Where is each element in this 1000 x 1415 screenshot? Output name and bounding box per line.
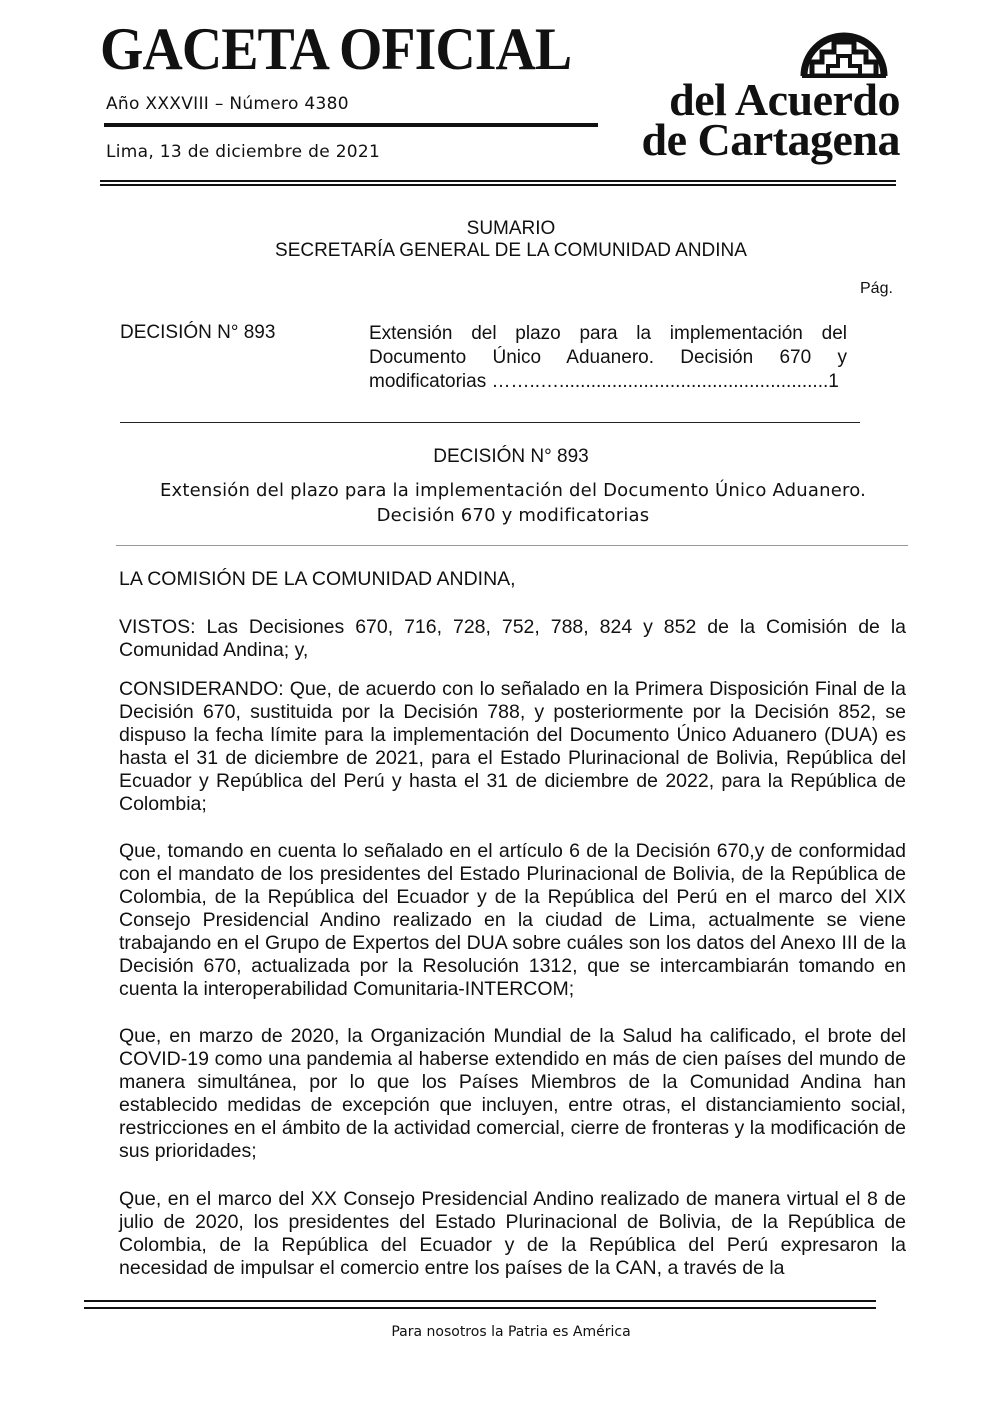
page-column-label: Pág. bbox=[860, 280, 893, 297]
gazette-subtitle bbox=[600, 74, 900, 165]
decision-subtitle-line2: Decisión 670 y modificatorias bbox=[376, 505, 650, 526]
body-paragraph: Que, en marzo de 2020, la Organización Mundial de la Salud ha calificado, el brote del COVID-19 como una pandemia al haberse extendido en más de cien países del mundo de manera simultánea, por lo que los Países Miembros de la Comunidad Andina han establecido medidas de excepción que incluyen, entre otras, el distanciamiento social, restricciones en el ámbito de la actividad comercial, cierre de fronteras y la modificación de sus prioridades; bbox=[119, 1025, 906, 1162]
body-paragraph: Que, tomando en cuenta lo señalado en el artículo 6 de la Decisión 670,y de conformidad con el mandato de los presidentes del Estado Plurinacional de Bolivia, de la República de Colombia, de la República del Ecuador y de la República del Perú en el marco del XIX Consejo Presidencial Andino realizado en la ciudad de Lima, actualmente se viene trabajando en el Grupo de Expertos del DUA sobre cuáles son los datos del Anexo III de la Decisión 670, actualizada por la Resolución 1312, que se intercambiarán tomando en cuenta la interoperabilidad Comunitaria-INTERCOM; bbox=[119, 840, 906, 1000]
decision-title: DECISIÓN N° 893 bbox=[433, 446, 589, 467]
issue-date: Lima, 13 de diciembre de 2021 bbox=[106, 142, 381, 162]
header-double-rule bbox=[100, 180, 896, 186]
sumario-entry-description: Extensión del plazo para la implementación del Documento Único Aduanero. Decisión 670 y modificatorias ……..…...................................................1 bbox=[369, 323, 847, 392]
masthead-rule bbox=[104, 123, 598, 127]
decision-subtitle bbox=[120, 478, 906, 528]
body-paragraph: LA COMISIÓN DE LA COMUNIDAD ANDINA, bbox=[119, 568, 516, 590]
body-paragraph: CONSIDERANDO: Que, de acuerdo con lo señalado en la Primera Disposición Final de la Decisión 670, sustituida por la Decisión 788, y posteriormente por la Decisión 852, se dispuso la fecha límite para la implementación del Documento Único Aduanero (DUA) es hasta el 31 de diciembre de 2021, para el Estado Plurinacional de Bolivia, República del Ecuador y República del Perú y hasta el 31 de diciembre de 2022, para la República de Colombia; bbox=[119, 678, 906, 815]
sumario-block bbox=[0, 218, 1000, 262]
decision-subtitle-line1: Extensión del plazo para la implementación del Documento Único Aduanero. bbox=[159, 480, 867, 501]
sumario-entry-decision: DECISIÓN N° 893 bbox=[120, 322, 276, 343]
gazette-subtitle-line2: de Cartagena bbox=[641, 114, 900, 165]
footer-double-rule bbox=[84, 1300, 876, 1309]
gazette-subtitle-line1: del Acuerdo bbox=[669, 74, 900, 125]
divider bbox=[116, 545, 908, 546]
sumario-heading: SUMARIO bbox=[466, 218, 556, 239]
sumario-subheading: SECRETARÍA GENERAL DE LA COMUNIDAD ANDINA bbox=[275, 240, 747, 261]
andean-community-logo-icon bbox=[798, 22, 890, 78]
body-paragraph: VISTOS: Las Decisiones 670, 716, 728, 752, 788, 824 y 852 de la Comisión de la Comunidad Andina; y, bbox=[119, 616, 906, 661]
footer-motto: Para nosotros la Patria es América bbox=[391, 1324, 631, 1340]
issue-number: Año XXXVIII – Número 4380 bbox=[106, 94, 349, 114]
body-paragraph: Que, en el marco del XX Consejo Presidencial Andino realizado de manera virtual el 8 de julio de 2020, los presidentes del Estado Plurinacional de Bolivia, de la República de Colombia, de la República del Ecuador y de la República del Perú expresaron la necesidad de impulsar el comercio entre los países de la CAN, a través de la bbox=[119, 1188, 906, 1279]
gazette-title: GACETA OFICIAL bbox=[100, 16, 572, 82]
divider bbox=[120, 422, 860, 423]
